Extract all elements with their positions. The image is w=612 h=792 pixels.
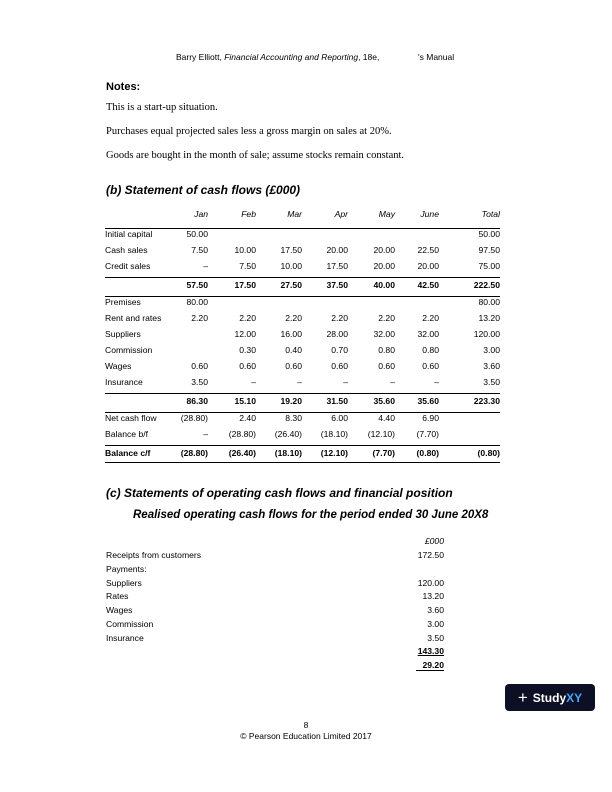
row-label: Initial capital — [105, 229, 173, 246]
row-label: Credit sales — [105, 261, 151, 271]
table-cell: 2.20 — [331, 313, 348, 323]
column-header: Jan — [194, 209, 208, 219]
table-cell — [348, 229, 395, 246]
total-payments: 143.30 — [417, 646, 444, 656]
table-cell — [302, 229, 348, 246]
table-cell: 86.30 — [173, 394, 208, 413]
column-header: Apr — [334, 209, 348, 219]
table-cell: 10.00 — [280, 261, 302, 271]
table-cell — [395, 229, 439, 246]
table-cell: 35.60 — [348, 394, 395, 413]
table-row — [105, 278, 500, 297]
table-cell: 3.50 — [191, 377, 208, 387]
row-label: Premises — [105, 297, 141, 307]
table-cell: 2.20 — [191, 313, 208, 323]
table-cell: 0.60 — [331, 361, 348, 371]
table-cell: 80.00 — [478, 297, 500, 307]
table-cell: 40.00 — [348, 278, 395, 297]
table-row — [105, 377, 500, 394]
table-cell: (28.80) — [173, 446, 208, 463]
ocf-line-label: Commission — [106, 619, 154, 629]
table-cell: (12.10) — [302, 446, 348, 463]
table-cell: 2.20 — [422, 313, 439, 323]
table-cell — [348, 297, 395, 314]
table-cell: 0.60 — [191, 361, 208, 371]
table-cell: 10.00 — [234, 245, 256, 255]
table-cell: 75.00 — [478, 261, 500, 271]
table-cell — [302, 297, 348, 314]
table-cell: – — [203, 429, 208, 439]
table-cell: 2.20 — [285, 313, 302, 323]
row-label — [105, 278, 173, 297]
table-cell: (28.80) — [228, 429, 256, 439]
table-cell: 8.30 — [285, 413, 302, 423]
table-cell: 32.00 — [373, 329, 395, 339]
table-row — [105, 297, 500, 314]
table-cell: 57.50 — [173, 278, 208, 297]
ocf-line-value: 3.60 — [427, 605, 444, 616]
table-cell: 3.00 — [483, 345, 500, 355]
table-cell: (18.10) — [320, 429, 348, 439]
ocf-line-value: 13.20 — [422, 591, 444, 602]
ocf-line-value: 3.00 — [427, 619, 444, 629]
table-cell: (0.80) — [395, 446, 439, 463]
ocf-line-label: Wages — [106, 605, 133, 616]
row-label: Suppliers — [105, 329, 141, 339]
table-header-row — [105, 209, 500, 229]
brand-study: Study — [532, 690, 567, 705]
table-cell: – — [343, 377, 348, 387]
table-cell: 35.60 — [395, 394, 439, 413]
table-cell: 0.40 — [285, 345, 302, 355]
table-cell: 0.60 — [285, 361, 302, 371]
table-cell: 50.00 — [439, 229, 500, 246]
table-cell: 120.00 — [473, 329, 500, 339]
table-cell: 17.50 — [326, 261, 348, 271]
row-label: Rent and rates — [105, 313, 162, 323]
table-cell: – — [297, 377, 302, 387]
table-cell — [173, 345, 208, 361]
table-cell: 20.00 — [417, 261, 439, 271]
table-cell: 15.10 — [208, 394, 256, 413]
table-cell: 3.60 — [483, 361, 500, 371]
table-cell: 80.00 — [186, 297, 208, 307]
table-cell: (26.40) — [274, 429, 302, 439]
table-cell: 2.20 — [378, 313, 395, 323]
row-label: Cash sales — [105, 245, 148, 255]
column-header: Mar — [287, 209, 302, 219]
studyxy-badge[interactable] — [505, 684, 595, 711]
table-row — [105, 446, 500, 463]
table-row — [105, 345, 500, 361]
row-label: Balance b/f — [105, 429, 148, 439]
table-cell: (28.80) — [180, 413, 208, 423]
table-cell: 2.20 — [239, 313, 256, 323]
header-manual: 's Manual — [418, 52, 455, 62]
table-cell: 0.60 — [378, 361, 395, 371]
table-row — [105, 245, 500, 261]
copyright: © Pearson Education Limited 2017 — [240, 731, 372, 741]
ocf-line-label: Rates — [106, 591, 129, 602]
table-cell: 17.50 — [208, 278, 256, 297]
table-row — [105, 394, 500, 413]
table-cell: (26.40) — [208, 446, 256, 463]
table-row — [105, 429, 500, 446]
table-cell — [208, 229, 256, 246]
header-citation: Barry Elliott, Financial Accounting and Reporting, 18e, — [176, 52, 380, 62]
table-cell: 6.90 — [422, 413, 439, 423]
column-header: Total — [481, 209, 500, 219]
note-line: This is a start-up situation. — [106, 102, 218, 113]
table-cell — [256, 229, 302, 246]
ocf-line-label: Suppliers — [106, 577, 142, 588]
table-cell: – — [203, 261, 208, 271]
ocf-line-label: Payments: — [106, 563, 147, 574]
column-header: Feb — [241, 209, 256, 219]
table-cell: 32.00 — [417, 329, 439, 339]
table-cell: 7.50 — [239, 261, 256, 271]
table-cell: 20.00 — [373, 261, 395, 271]
table-cell: 6.00 — [331, 413, 348, 423]
table-cell — [208, 297, 256, 314]
ocf-line-value: 120.00 — [417, 577, 444, 588]
table-cell: 31.50 — [302, 394, 348, 413]
net-operating-cash-flow: 29.20 — [416, 660, 444, 671]
note-line: Purchases equal projected sales less a gross margin on sales at 20%. — [106, 126, 392, 137]
section-c-subheading: Realised operating cash flows for the period ended 30 June 20X8 — [133, 509, 489, 521]
table-cell — [395, 297, 439, 314]
row-label: Commission — [105, 345, 153, 355]
table-cell: – — [390, 377, 395, 387]
brand-xy: XY — [566, 690, 583, 705]
table-cell — [439, 429, 500, 446]
ocf-line-label: Insurance — [106, 632, 144, 643]
table-cell: (7.70) — [416, 429, 439, 439]
column-header: June — [420, 209, 439, 219]
table-row — [105, 261, 500, 278]
table-cell: 222.50 — [439, 278, 500, 297]
table-cell: 4.40 — [378, 413, 395, 423]
table-cell: 3.50 — [483, 377, 500, 387]
table-cell: 20.00 — [326, 245, 348, 255]
cash-flow-table — [105, 209, 500, 463]
ocf-line-value: 172.50 — [417, 550, 444, 560]
note-line: Goods are bought in the month of sale; assume stocks remain constant. — [106, 150, 405, 161]
table-cell: 20.00 — [373, 245, 395, 255]
column-header: May — [378, 209, 395, 219]
plus-icon: + — [517, 687, 528, 707]
table-cell: 2.40 — [239, 413, 256, 423]
table-cell: 42.50 — [395, 278, 439, 297]
unit-label: £000 — [424, 536, 444, 546]
table-cell: 0.70 — [331, 345, 348, 355]
table-cell: 28.00 — [326, 329, 348, 339]
section-c-heading: (c) Statements of operating cash flows and financial position — [106, 486, 453, 500]
table-cell: 17.50 — [280, 245, 302, 255]
table-row — [105, 361, 500, 377]
header-blank — [105, 209, 173, 229]
table-cell — [173, 329, 208, 345]
table-cell: (0.80) — [439, 446, 500, 463]
table-cell: 37.50 — [302, 278, 348, 297]
section-b-heading: (b) Statement of cash flows (£000) — [106, 183, 301, 197]
table-row — [105, 413, 500, 430]
page-number: 8 — [303, 720, 309, 730]
table-cell — [439, 413, 500, 430]
table-cell: 19.20 — [256, 394, 302, 413]
table-cell: 13.20 — [478, 313, 500, 323]
table-row — [105, 329, 500, 345]
table-cell — [256, 297, 302, 314]
row-label: Balance c/f — [105, 446, 173, 463]
table-cell: 0.30 — [239, 345, 256, 355]
table-cell: 22.50 — [417, 245, 439, 255]
table-cell: (18.10) — [256, 446, 302, 463]
notes-heading: Notes: — [106, 81, 141, 93]
ocf-line-value: 3.50 — [427, 632, 444, 643]
table-cell: 16.00 — [280, 329, 302, 339]
row-label: Net cash flow — [105, 413, 157, 423]
table-cell: (7.70) — [348, 446, 395, 463]
table-cell: 0.80 — [422, 345, 439, 355]
table-cell: 97.50 — [478, 245, 500, 255]
table-cell: 223.30 — [439, 394, 500, 413]
row-label: Wages — [105, 361, 132, 371]
table-row — [105, 313, 500, 329]
table-cell: – — [251, 377, 256, 387]
table-row — [105, 229, 500, 246]
table-cell: 0.60 — [239, 361, 256, 371]
row-label: Insurance — [105, 377, 143, 387]
table-cell: 50.00 — [173, 229, 208, 246]
table-cell: 12.00 — [234, 329, 256, 339]
table-cell: – — [434, 377, 439, 387]
table-cell: 0.80 — [378, 345, 395, 355]
table-cell: 0.60 — [422, 361, 439, 371]
table-cell: 27.50 — [256, 278, 302, 297]
table-cell: (12.10) — [367, 429, 395, 439]
row-label — [105, 394, 173, 413]
table-cell: 7.50 — [191, 245, 208, 255]
ocf-line-label: Receipts from customers — [106, 550, 202, 560]
